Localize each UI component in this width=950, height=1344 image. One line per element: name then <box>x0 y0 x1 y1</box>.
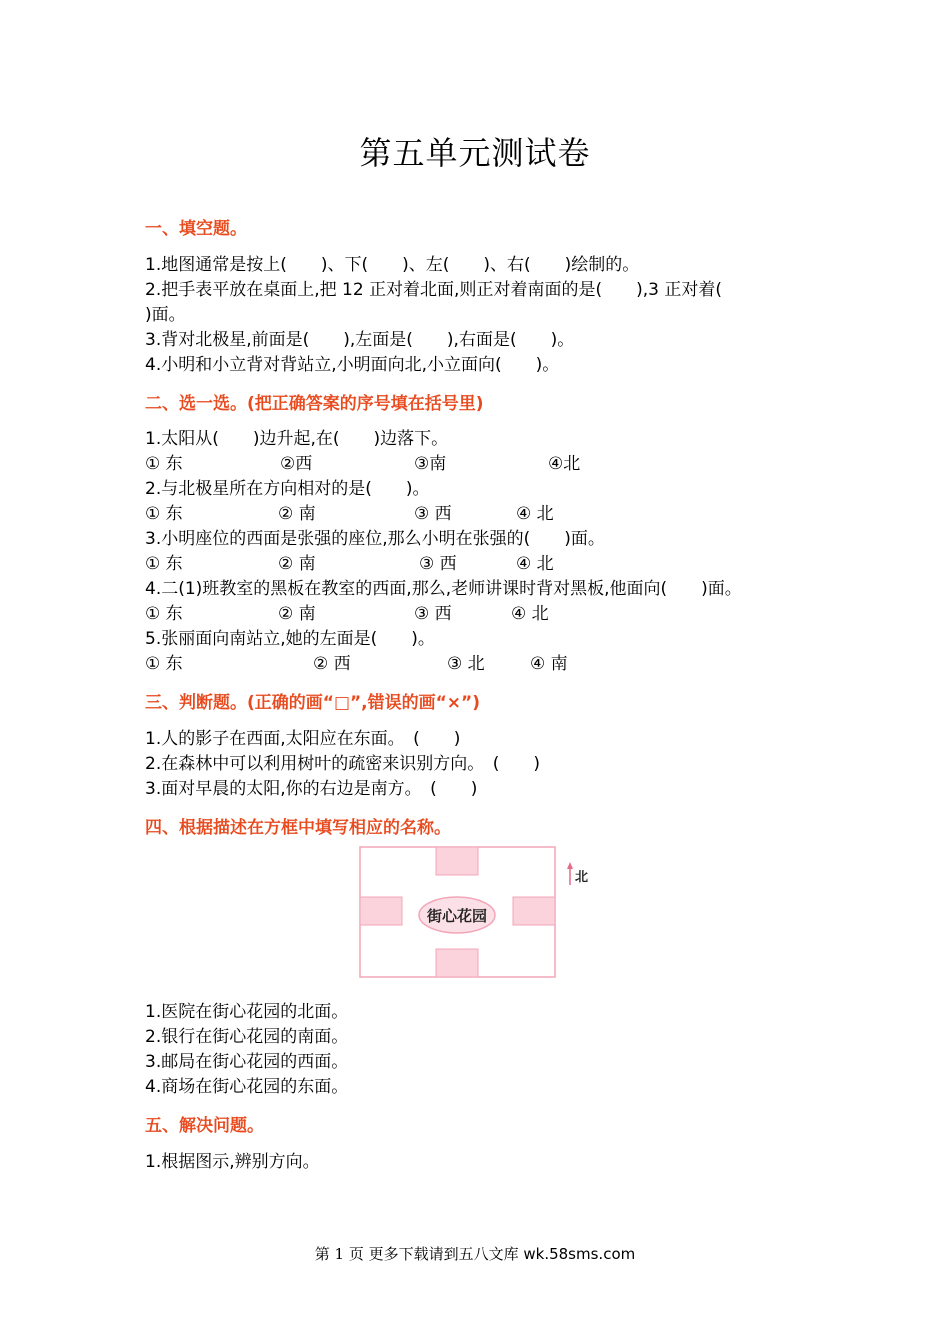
option: ② 南 <box>278 554 316 574</box>
option: ③南 <box>414 454 447 474</box>
option: ④ 北 <box>516 554 554 574</box>
question-line: 1.人的影子在西面,太阳应在东面。 ( ) <box>145 729 461 749</box>
question-line: 2.银行在街心花园的南面。 <box>145 1027 349 1047</box>
section-heading-fill-map: 四、根据描述在方框中填写相应的名称。 <box>145 818 451 838</box>
option: ④ 北 <box>511 604 549 624</box>
option: ③ 西 <box>414 504 452 524</box>
question-line: 4.二(1)班教室的黑板在教室的西面,那么,老师讲课时背对黑板,他面向( )面。 <box>145 579 742 599</box>
option: ④ 北 <box>516 504 554 524</box>
section-heading-fill-blank: 一、填空题。 <box>145 219 247 239</box>
section-heading-solve: 五、解决问题。 <box>145 1116 264 1136</box>
option: ② 南 <box>278 604 316 624</box>
option: ④北 <box>548 454 581 474</box>
question-line: 1.医院在街心花园的北面。 <box>145 1002 349 1022</box>
question-line: 3.小明座位的西面是张强的座位,那么小明在张强的( )面。 <box>145 529 605 549</box>
option: ④ 南 <box>530 654 568 674</box>
option: ② 南 <box>278 504 316 524</box>
street-garden-diagram <box>358 845 598 980</box>
option: ① 东 <box>145 554 183 574</box>
option: ③ 西 <box>419 554 457 574</box>
section-heading-judge: 三、判断题。(正确的画“□”,错误的画“×”) <box>145 693 480 713</box>
question-line: 3.背对北极星,前面是( ),左面是( ),右面是( )。 <box>145 330 575 350</box>
option: ② 西 <box>313 654 351 674</box>
garden-label: 街心花园 <box>426 907 488 925</box>
footer-link[interactable]: wk.58sms.com <box>523 1245 636 1263</box>
south-box <box>436 949 478 977</box>
west-box <box>360 897 402 925</box>
question-line: )面。 <box>145 305 186 325</box>
option: ① 东 <box>145 654 183 674</box>
question-line: 1.太阳从( )边升起,在( )边落下。 <box>145 429 449 449</box>
option: ① 东 <box>145 604 183 624</box>
question-line: 1.地图通常是按上( )、下( )、左( )、右( )绘制的。 <box>145 255 640 275</box>
question-line: 4.小明和小立背对背站立,小明面向北,小立面向( )。 <box>145 355 560 375</box>
question-line: 2.把手表平放在桌面上,把 12 正对着北面,则正对着南面的是( ),3 正对着( <box>145 280 722 300</box>
question-line: 2.在森林中可以利用树叶的疏密来识别方向。 ( ) <box>145 754 540 774</box>
page-title: 第五单元测试卷 <box>359 134 591 172</box>
north-label: 北 <box>575 870 589 885</box>
question-line: 1.根据图示,辨别方向。 <box>145 1152 320 1172</box>
question-line: 3.面对早晨的太阳,你的右边是南方。 ( ) <box>145 779 478 799</box>
section-heading-choice: 二、选一选。(把正确答案的序号填在括号里) <box>145 394 484 414</box>
question-line: 4.商场在街心花园的东面。 <box>145 1077 349 1097</box>
option: ③ 北 <box>447 654 485 674</box>
option: ③ 西 <box>414 604 452 624</box>
question-line: 2.与北极星所在方向相对的是( )。 <box>145 479 430 499</box>
footer-text: 第 1 页 更多下载请到五八文库 <box>314 1245 524 1263</box>
north-arrowhead-icon <box>567 862 573 869</box>
question-line: 5.张丽面向南站立,她的左面是( )。 <box>145 629 435 649</box>
east-box <box>513 897 555 925</box>
option: ① 东 <box>145 454 183 474</box>
north-box <box>436 847 478 875</box>
page-footer <box>0 1243 950 1264</box>
option: ②西 <box>280 454 313 474</box>
question-line: 3.邮局在街心花园的西面。 <box>145 1052 349 1072</box>
option: ① 东 <box>145 504 183 524</box>
